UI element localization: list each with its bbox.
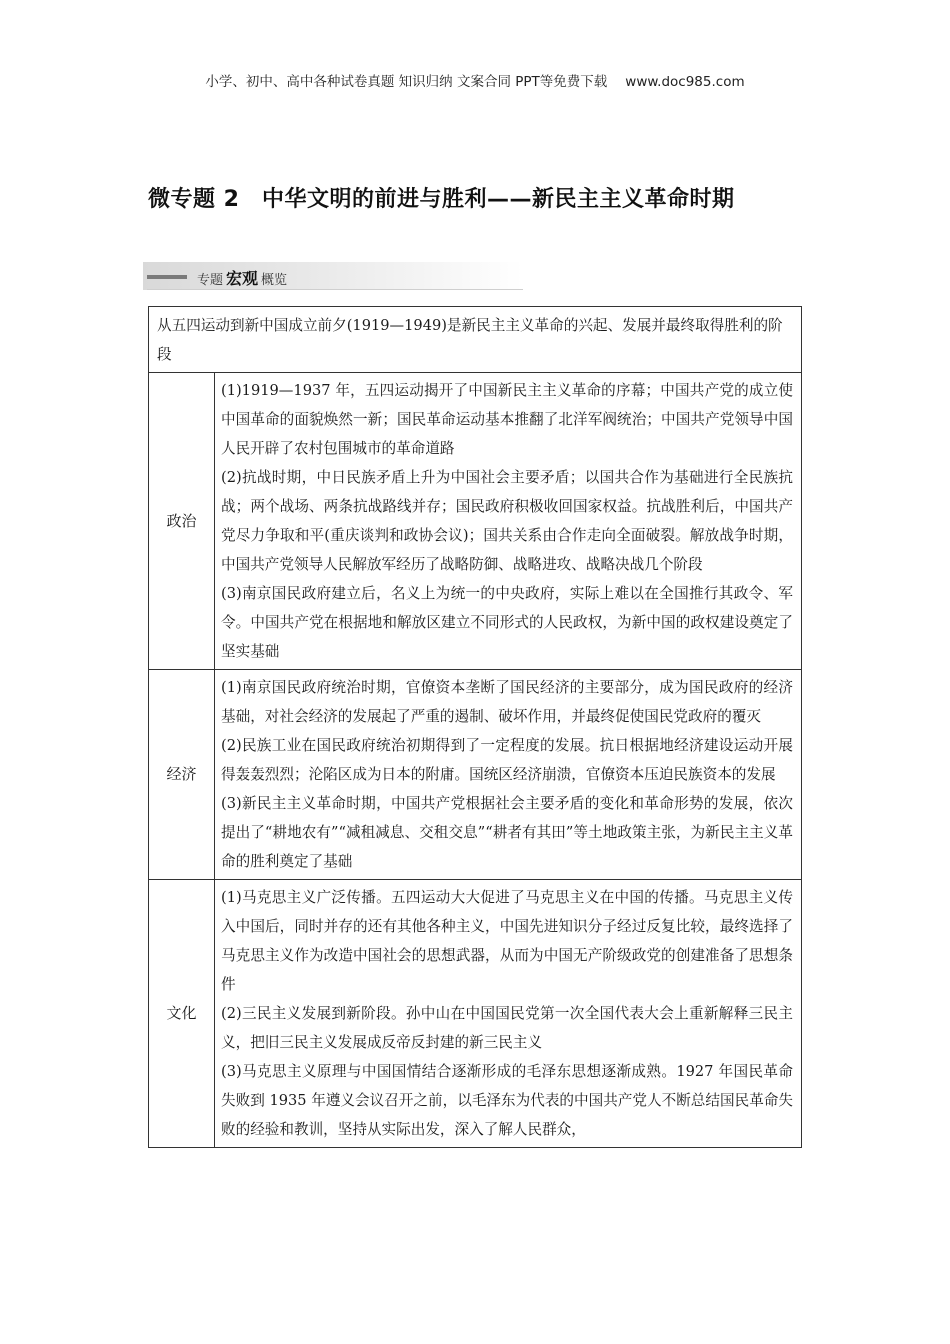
culture-item-1: (1)马克思主义广泛传播。五四运动大大促进了马克思主义在中国的传播。马克思主义传入中国后，同时并存的还有其他各种主义，中国先进知识分子经过反复比较，最终选择了马克思主义作为改造中国社会的思想武器，从而为中国无产阶级政党的创建准备了思想条件 [221, 889, 793, 993]
table-row-politics [149, 373, 802, 670]
culture-item-2: (2)三民主义发展到新阶段。孙中山在中国国民党第一次全国代表大会上重新解释三民主义，把旧三民主义发展成反帝反封建的新三民主义 [221, 1005, 793, 1051]
overview-table [148, 306, 802, 1148]
row-content-economy [215, 670, 802, 880]
row-content-politics [215, 373, 802, 670]
economy-item-1: (1)南京国民政府统治时期，官僚资本垄断了国民经济的主要部分，成为国民政府的经济基础，对社会经济的发展起了严重的遏制、破坏作用，并最终促使国民党政府的覆灭 [221, 679, 793, 725]
page-title: 微专题 2 中华文明的前进与胜利——新民主主义革命时期 [148, 187, 735, 212]
row-label-economy: 经济 [149, 670, 215, 880]
politics-item-2: (2)抗战时期，中日民族矛盾上升为中国社会主要矛盾；以国共合作为基础进行全民族抗战；两个战场、两条抗战路线并存；国民政府积极收回国家权益。抗战胜利后，中国共产党尽力争取和平(重庆谈判和政协会议)；国共关系由合作走向全面破裂。解放战争时期，中国共产党领导人民解放军经历了战略防御、战略进攻、战略决战几个阶段 [221, 469, 793, 573]
page-header [0, 70, 950, 90]
table-row-culture [149, 880, 802, 1148]
row-label-politics: 政治 [149, 373, 215, 670]
row-content-culture [215, 880, 802, 1148]
banner-heading [197, 266, 287, 289]
section-banner [143, 262, 523, 290]
politics-item-3: (3)南京国民政府建立后，名义上为统一的中央政府，实际上难以在全国推行其政令、军令。中国共产党在根据地和解放区建立不同形式的人民政权，为新中国的政权建设奠定了坚实基础 [221, 585, 793, 660]
banner-prefix: 专题 [197, 273, 224, 288]
banner-emphasis: 宏观 [226, 269, 259, 288]
banner-underline [147, 289, 523, 290]
economy-item-2: (2)民族工业在国民政府统治初期得到了一定程度的发展。抗日根据地经济建设运动开展得轰轰烈烈；沦陷区成为日本的附庸。国统区经济崩溃，官僚资本压迫民族资本的发展 [221, 737, 793, 783]
table-row-economy [149, 670, 802, 880]
politics-item-1: (1)1919—1937 年，五四运动揭开了中国新民主主义革命的序幕；中国共产党的成立使中国革命的面貌焕然一新；国民革命运动基本推翻了北洋军阀统治；中国共产党领导中国人民开辟了农村包围城市的革命道路 [221, 382, 793, 457]
economy-item-3: (3)新民主主义革命时期，中国共产党根据社会主要矛盾的变化和革命形势的发展，依次提出了“耕地农有”“减租减息、交租交息”“耕者有其田”等土地政策主张，为新民主主义革命的胜利奠定了基础 [221, 795, 793, 870]
header-text: 小学、初中、高中各种试卷真题 知识归纳 文案合同 PPT等免费下载 [205, 74, 608, 90]
table-row-intro [149, 307, 802, 373]
header-site-link[interactable]: www.doc985.com [625, 74, 745, 90]
banner-bar-decoration [147, 275, 187, 279]
intro-cell: 从五四运动到新中国成立前夕(1919—1949)是新民主主义革命的兴起、发展并最终取得胜利的阶段 [149, 307, 802, 373]
banner-suffix: 概览 [261, 273, 288, 288]
row-label-culture: 文化 [149, 880, 215, 1148]
culture-item-3: (3)马克思主义原理与中国国情结合逐渐形成的毛泽东思想逐渐成熟。1927 年国民革命失败到 1935 年遵义会议召开之前，以毛泽东为代表的中国共产党人不断总结国民革命失败的经验和教训，坚持从实际出发，深入了解人民群众， [221, 1063, 793, 1138]
